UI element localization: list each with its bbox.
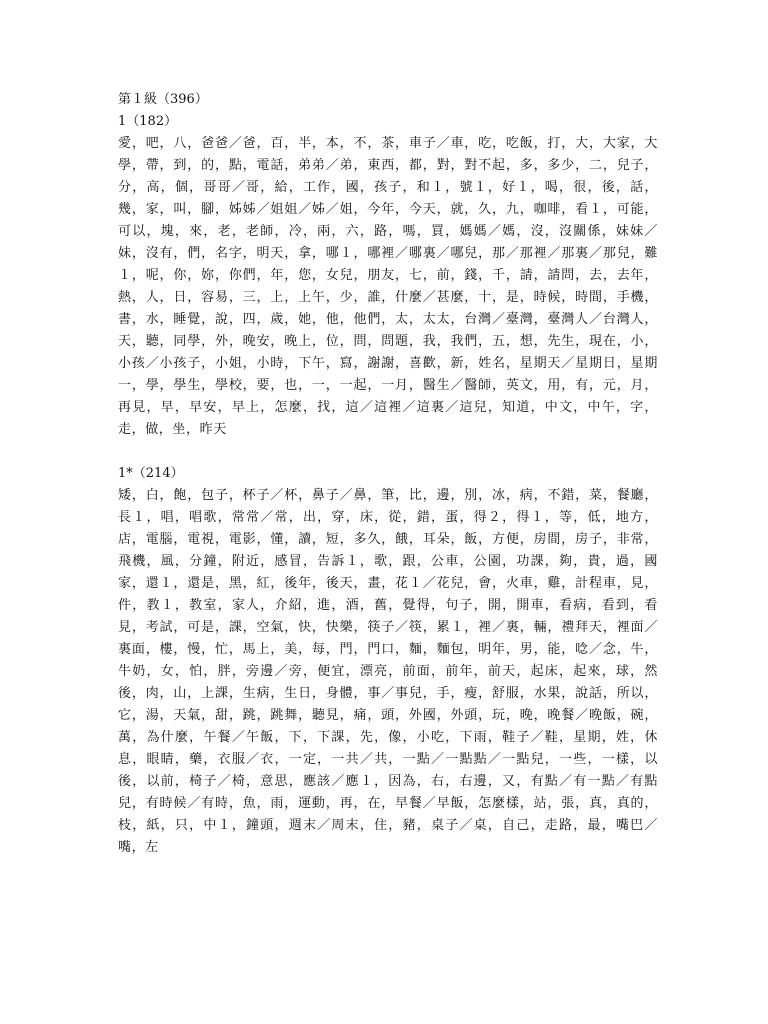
section-title: 1（182） (118, 114, 178, 129)
document-page (118, 89, 658, 859)
word-list: 愛，吧，八，爸爸／爸，百，半，本，不，茶，車子／車，吃，吃飯，打，大，大家，大學，帶，到，的，點，電話，弟弟／弟，東西，都，對，對不起，多，多少，二，兒子，分，高，個，哥哥／哥，給，工作，國，孩子，和１，號１，好１，喝，很，後，話，幾，家，叫，腳，姊姊／姐姐／姊／姐，今年，今天，就，久，九，咖啡，看１，可能，可以，塊，來，老，老師，冷，兩，六，路，嗎，買，媽媽／媽，沒，沒關係，妹妹／妹，沒有，們，名字，明天，拿，哪１，哪裡／哪裏／哪兒，那／那裡／那裏／那兒，難１，呢，你，妳，你們，年，您，女兒，朋友，七，前，錢，千，請，請問，去，去年，熱，人，日，容易，三，上，上午，少，誰，什麼／甚麼，十，是，時候，時間，手機，書，水，睡覺，說，四，歲，她，他，他們，太，太太，台灣／臺灣，臺灣人／台灣人，天，聽，同學，外，晚安，晚上，位，問，問題，我，我們，五，想，先生，現在，小，小孩／小孩子，小姐，小時，下午，寫，謝謝，喜歡，新，姓名，星期天／星期日，星期一，學，學生，學校，要，也，一，一起，一月，醫生／醫師，英文，用，有，元，月，再見，早，早安，早上，怎麼，找，這／這裡／這裏／這兒，知道，中文，中午，字，走，做，坐，昨天 (118, 136, 658, 437)
section-title: 1*（214） (118, 466, 184, 481)
section-level-1-star (118, 463, 658, 859)
word-list: 矮，白，飽，包子，杯子／杯，鼻子／鼻，筆，比，邊，別，冰，病，不錯，菜，餐廳，長１，唱，唱歌，常常／常，出，穿，床，從，錯，蛋，得２，得１，等，低，地方，店，電腦，電視，電影，懂，讀，短，多久，餓，耳朵，飯，方便，房間，房子，非常，飛機，風，分鐘，附近，感冒，告訴１，歌，跟，公車，公園，功課，夠，貴，過，國家，還１，還是，黑，紅，後年，後天，畫，花１／花兒，會，火車，雞，計程車，見，件，教１，教室，家人，介紹，進，酒，舊，覺得，句子，開，開車，看病，看到，看見，考試，可是，課，空氣，快，快樂，筷子／筷，累１，裡／裏，輛，禮拜天，裡面／裏面，樓，慢，忙，馬上，美，每，門，門口，麵，麵包，明年，男，能，唸／念，牛，牛奶，女，怕，胖，旁邊／旁，便宜，漂亮，前面，前年，前天，起床，起來，球，然後，肉，山，上課，生病，生日，身體，事／事兒，手，瘦，舒服，水果，說話，所以，它，湯，天氣，甜，跳，跳舞，聽見，痛，頭，外國，外頭，玩，晚，晚餐／晚飯，碗，萬，為什麼，午餐／午飯，下，下課，先，像，小吃，下雨，鞋子／鞋，星期，姓，休息，眼睛，藥，衣服／衣，一定，一共／共，一點／一點點／一點兒，一些，一樣，以後，以前，椅子／椅，意思，應該／應１，因為，右，右邊，又，有點／有一點／有點兒，有時候／有時，魚，雨，運動，再，在，早餐／早飯，怎麼樣，站，張，真，真的，枝，紙，只，中１，鐘頭，週末／周末，住，豬，桌子／桌，自己，走路，最，嘴巴／嘴，左 (118, 488, 658, 855)
section-level-1 (118, 111, 658, 441)
level-title: 第１級（396） (118, 92, 208, 107)
